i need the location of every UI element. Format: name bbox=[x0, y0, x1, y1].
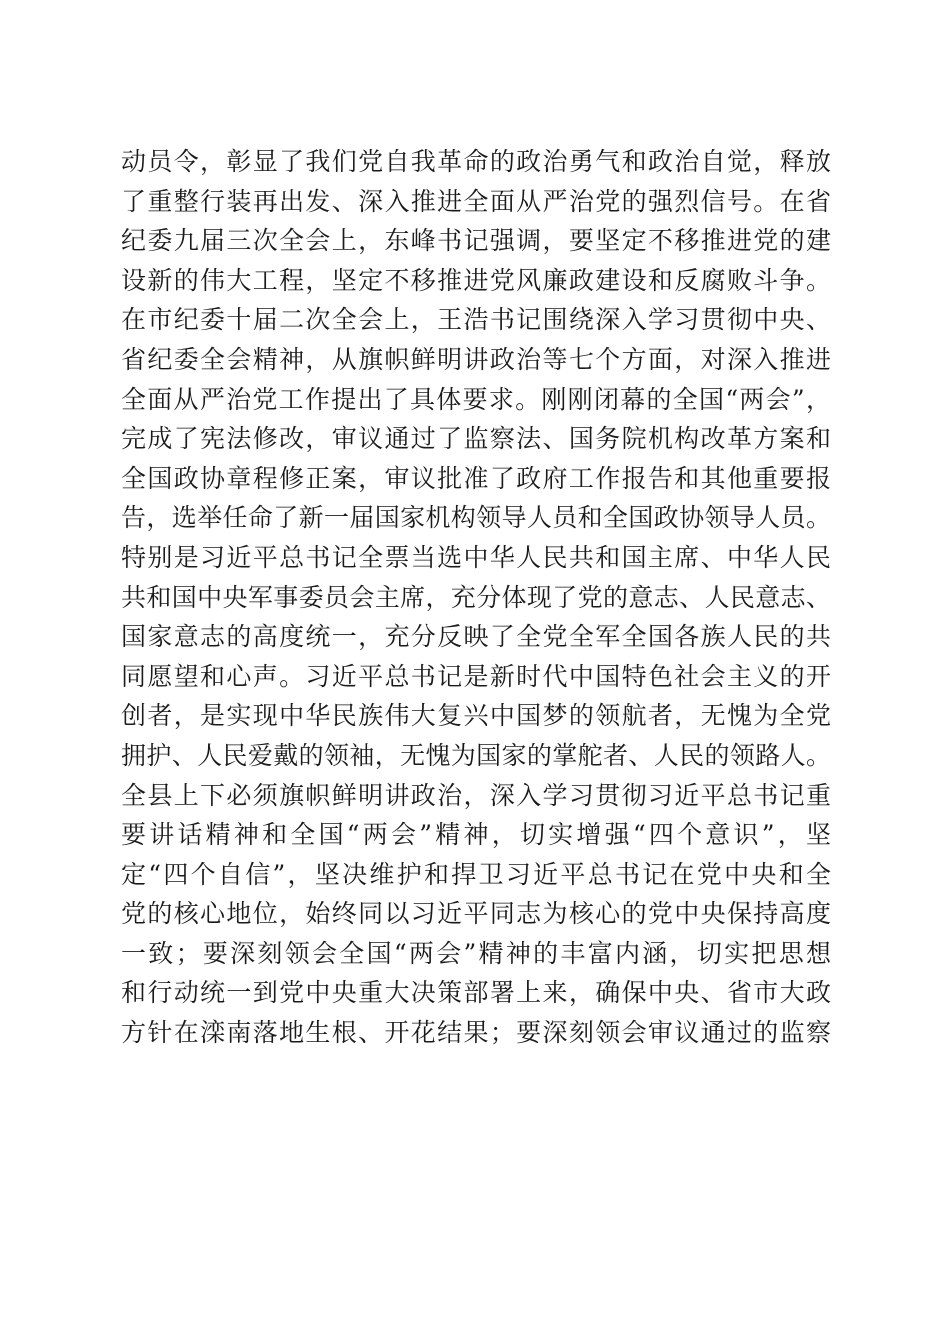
text-line: 设新的伟大工程，坚定不移推进党风廉政建设和反腐败斗争。 bbox=[121, 265, 831, 295]
text-line: 和行动统一到党中央重大决策部署上来，确保中央、省市大政 bbox=[121, 978, 831, 1008]
text-line: 拥护、人民爱戴的领袖，无愧为国家的掌舵者、人民的领路人。 bbox=[121, 740, 831, 770]
text-line: 定“四个自信”，坚决维护和捍卫习近平总书记在党中央和全 bbox=[121, 859, 831, 889]
text-line: 党的核心地位，始终同以习近平同志为核心的党中央保持高度 bbox=[121, 899, 831, 929]
text-line: 全县上下必须旗帜鲜明讲政治，深入学习贯彻习近平总书记重 bbox=[121, 780, 831, 810]
text-line: 方针在滦南落地生根、开花结果；要深刻领会审议通过的监察 bbox=[121, 1018, 831, 1048]
text-line: 共和国中央军事委员会主席，充分体现了党的意志、人民意志、 bbox=[121, 582, 831, 612]
body-text bbox=[121, 142, 831, 1053]
text-line: 同愿望和心声。习近平总书记是新时代中国特色社会主义的开 bbox=[121, 661, 831, 691]
text-line: 一致；要深刻领会全国“两会”精神的丰富内涵，切实把思想 bbox=[121, 938, 831, 968]
text-line: 特别是习近平总书记全票当选中华人民共和国主席、中华人民 bbox=[121, 542, 831, 572]
text-line: 动员令，彰显了我们党自我革命的政治勇气和政治自觉，释放 bbox=[121, 147, 831, 176]
text-line: 在市纪委十届二次全会上，王浩书记围绕深入学习贯彻中央、 bbox=[121, 305, 831, 335]
text-line: 告，选举任命了新一届国家机构领导人员和全国政协领导人员。 bbox=[121, 503, 831, 533]
text-line: 创者，是实现中华民族伟大复兴中国梦的领航者，无愧为全党 bbox=[121, 701, 831, 731]
text-line: 纪委九届三次全会上，东峰书记强调，要坚定不移推进党的建 bbox=[121, 226, 831, 256]
text-line: 要讲话精神和全国“两会”精神，切实增强“四个意识”，坚 bbox=[121, 820, 831, 850]
text-line: 全国政协章程修正案，审议批准了政府工作报告和其他重要报 bbox=[121, 463, 831, 493]
text-line: 省纪委全会精神，从旗帜鲜明讲政治等七个方面，对深入推进 bbox=[121, 344, 831, 374]
text-line: 了重整行装再出发、深入推进全面从严治党的强烈信号。在省 bbox=[121, 186, 831, 216]
text-line: 国家意志的高度统一，充分反映了全党全军全国各族人民的共 bbox=[121, 622, 831, 652]
text-line: 完成了宪法修改，审议通过了监察法、国务院机构改革方案和 bbox=[121, 424, 831, 454]
text-line: 全面从严治党工作提出了具体要求。刚刚闭幕的全国“两会”， bbox=[121, 384, 831, 414]
